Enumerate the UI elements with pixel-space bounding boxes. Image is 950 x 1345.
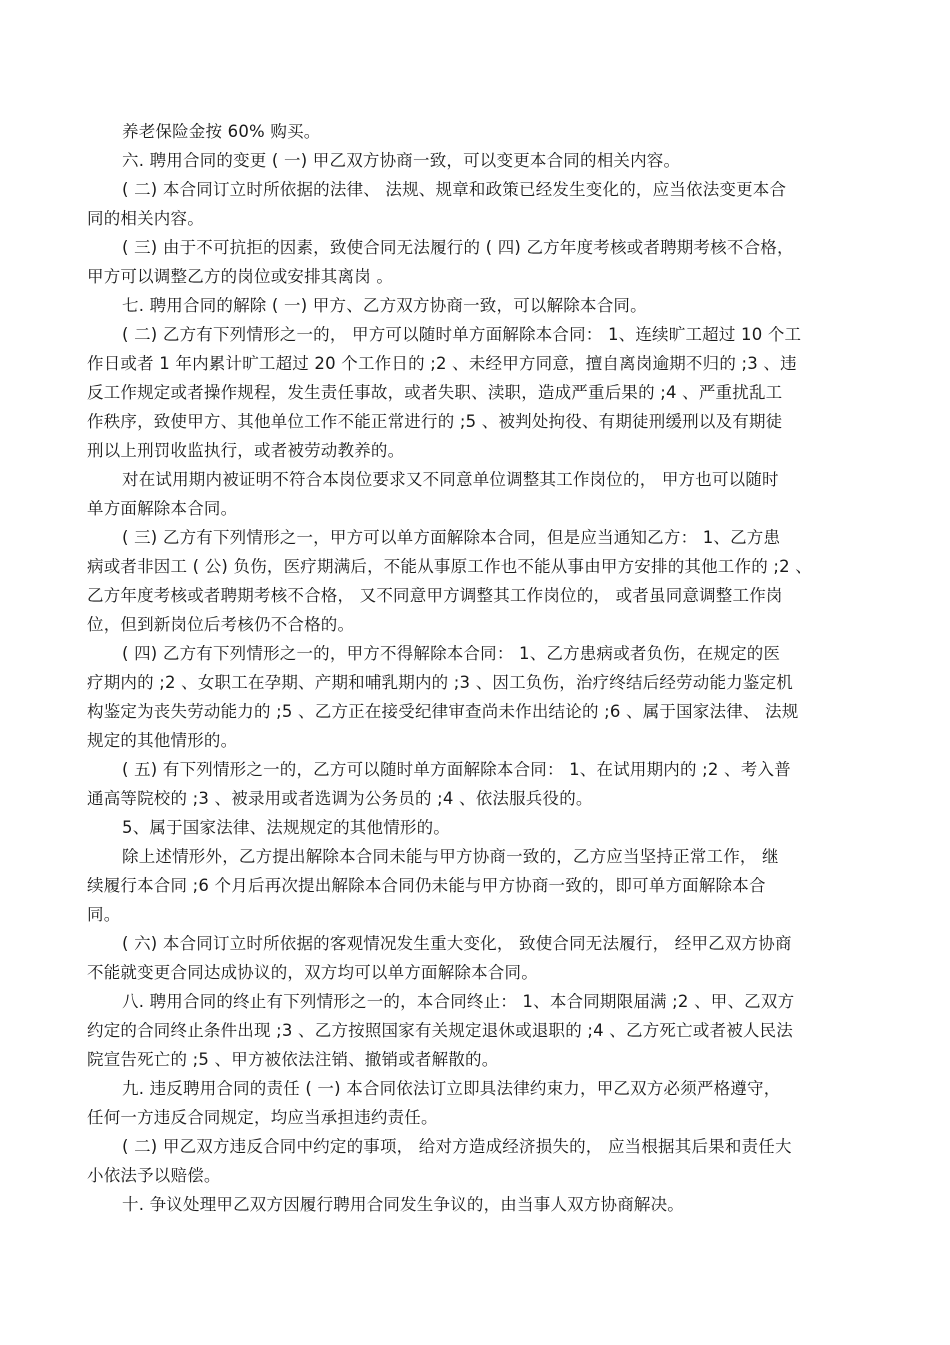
text-line: 刑以上刑罚收监执行，或者被劳动教养的。: [87, 441, 405, 460]
text-line: ( 二) 甲乙双方违反合同中约定的事项， 给对方造成经济损失的， 应当根据其后果和责任大: [122, 1137, 792, 1156]
text-line: 作日或者 1 年内累计旷工超过 20 个工作日的 ;2 、未经甲方同意，擅自离岗逾期不归的 ;3 、违: [87, 354, 797, 373]
text-line: 任何一方违反合同规定，均应当承担违约责任。: [87, 1108, 438, 1127]
text-line: 甲方可以调整乙方的岗位或安排其离岗 。: [87, 267, 394, 286]
text-line: 同。: [87, 905, 121, 924]
text-line: 九. 违反聘用合同的责任 ( 一) 本合同依法订立即具法律约束力，甲乙双方必须严格遵守，: [122, 1079, 781, 1098]
text-line: 同的相关内容。: [87, 209, 204, 228]
text-line: 除上述情形外，乙方提出解除本合同未能与甲方协商一致的，乙方应当坚持正常工作， 继: [122, 847, 779, 866]
text-line: ( 三) 乙方有下列情形之一，甲方可以单方面解除本合同，但是应当通知乙方： 1、乙方患: [122, 528, 781, 547]
text-line: ( 二) 本合同订立时所依据的法律、 法规、规章和政策已经发生变化的，应当依法变更本合: [122, 180, 787, 199]
text-line: 作秩序，致使甲方、其他单位工作不能正常进行的 ;5 、被判处拘役、有期徒刑缓刑以及有期徒: [87, 412, 783, 431]
text-line: 续履行本合同 ;6 个月后再次提出解除本合同仍未能与甲方协商一致的，即可单方面解除本合: [87, 876, 766, 895]
text-line: 六. 聘用合同的变更 ( 一) 甲乙双方协商一致，可以变更本合同的相关内容。: [122, 151, 681, 170]
text-line: 单方面解除本合同。: [87, 499, 238, 518]
text-line: 病或者非因工 ( 公) 负伤，医疗期满后，不能从事原工作也不能从事由甲方安排的其他工作的 ;2 、: [87, 557, 812, 576]
text-line: 不能就变更合同达成协议的，双方均可以单方面解除本合同。: [87, 963, 538, 982]
text-line: 约定的合同终止条件出现 ;3 、乙方按照国家有关规定退休或退职的 ;4 、乙方死亡或者被人民法: [87, 1021, 793, 1040]
text-line: 七. 聘用合同的解除 ( 一) 甲方、乙方双方协商一致，可以解除本合同。: [122, 296, 647, 315]
text-line: 八. 聘用合同的终止有下列情形之一的，本合同终止： 1、本合同期限届满 ;2 、甲、乙双方: [122, 992, 795, 1011]
text-line: ( 五) 有下列情形之一的，乙方可以随时单方面解除本合同： 1、在试用期内的 ;2 、考入普: [122, 760, 791, 779]
text-line: ( 二) 乙方有下列情形之一的， 甲方可以随时单方面解除本合同： 1、连续旷工超过 10 个工: [122, 325, 802, 344]
text-line: 构鉴定为丧失劳动能力的 ;5 、乙方正在接受纪律审查尚未作出结论的 ;6 、属于国家法律、 法规: [87, 702, 799, 721]
text-line: 通高等院校的 ;3 、被录用或者选调为公务员的 ;4 、依法服兵役的。: [87, 789, 593, 808]
text-line: 乙方年度考核或者聘期考核不合格， 又不同意甲方调整其工作岗位的， 或者虽同意调整工作岗: [87, 586, 783, 605]
document-body: [87, 117, 867, 1219]
text-line: 小依法予以赔偿。: [87, 1166, 221, 1185]
text-line: 反工作规定或者操作规程，发生责任事故，或者失职、渎职，造成严重后果的 ;4 、严重扰乱工: [87, 383, 783, 402]
text-line: ( 三) 由于不可抗拒的因素，致使合同无法履行的 ( 四) 乙方年度考核或者聘期考核不合格，: [122, 238, 794, 257]
text-line: 疗期内的 ;2 、女职工在孕期、产期和哺乳期内的 ;3 、因工负伤，治疗终结后经劳动能力鉴定机: [87, 673, 793, 692]
text-line: ( 六) 本合同订立时所依据的客观情况发生重大变化， 致使合同无法履行， 经甲乙双方协商: [122, 934, 792, 953]
text-line: 5、属于国家法律、法规规定的其他情形的。: [122, 818, 450, 837]
text-line: 养老保险金按 60% 购买。: [122, 122, 321, 141]
text-line: 位，但到新岗位后考核仍不合格的。: [87, 615, 355, 634]
text-line: 十. 争议处理甲乙双方因履行聘用合同发生争议的，由当事人双方协商解决。: [122, 1195, 684, 1214]
text-line: ( 四) 乙方有下列情形之一的，甲方不得解除本合同： 1、乙方患病或者负伤，在规定的医: [122, 644, 781, 663]
text-line: 院宣告死亡的 ;5 、甲方被依法注销、撤销或者解散的。: [87, 1050, 499, 1069]
text-line: 规定的其他情形的。: [87, 731, 238, 750]
text-line: 对在试用期内被证明不符合本岗位要求又不同意单位调整其工作岗位的， 甲方也可以随时: [122, 470, 779, 489]
